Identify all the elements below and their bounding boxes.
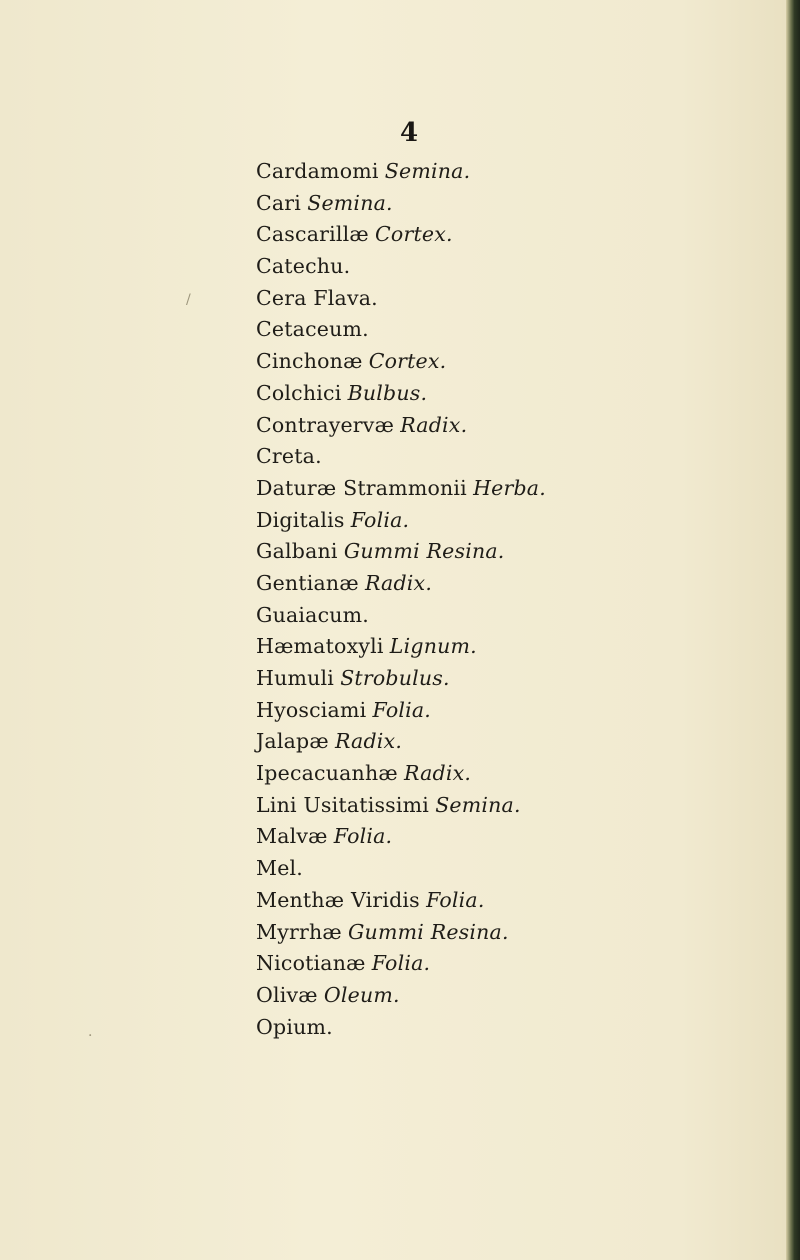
entry-name: Daturæ Strammonii (256, 475, 467, 500)
list-item (256, 980, 546, 1012)
entry-name: Creta. (256, 444, 322, 469)
entry-name: Gentianæ (256, 570, 359, 595)
entry-name: Humuli (256, 666, 335, 690)
list-item (256, 219, 546, 251)
entry-part: Strobulus. (340, 666, 450, 690)
entry-part: Herba. (473, 475, 546, 500)
list-item (256, 346, 546, 378)
entry-part: Gummi Resina. (347, 919, 509, 944)
entry-name: Mel. (256, 856, 303, 881)
list-item (256, 758, 546, 790)
entry-part: Radix. (403, 761, 472, 786)
list-item (256, 695, 546, 727)
entry-name: Lini Usitatissimi (256, 792, 430, 817)
list-item (256, 568, 546, 600)
entry-part: Folia. (372, 697, 432, 722)
list-item (256, 790, 546, 822)
list-item (256, 853, 546, 885)
entry-name: Cardamomi (256, 159, 379, 183)
entry-name: Cetaceum. (256, 317, 369, 342)
entry-name: Galbani (256, 539, 338, 564)
entry-part: Cortex. (368, 349, 447, 374)
list-item (256, 917, 546, 949)
entry-part: Radix. (334, 729, 403, 754)
entry-name: Cascarillæ (256, 222, 369, 247)
list-item (256, 251, 546, 283)
entry-part: Semina. (435, 792, 521, 817)
entry-part: Radix. (400, 412, 468, 437)
entry-name: Guaiacum. (256, 602, 370, 627)
entry-part: Semina. (307, 190, 393, 215)
entry-name: Opium. (256, 1014, 333, 1039)
entry-name: Contrayervæ (256, 412, 395, 437)
entry-part: Folia. (333, 824, 393, 849)
entry-part: Semina. (384, 159, 471, 183)
entry-part: Folia. (350, 507, 410, 532)
list-item (256, 441, 546, 473)
list-item (256, 726, 546, 758)
list-item (256, 821, 546, 853)
entry-name: Colchici (256, 380, 342, 405)
list-item (256, 188, 546, 220)
entry-name: Jalapæ (256, 729, 329, 754)
entry-name: Olivæ (256, 982, 318, 1007)
entry-name: Catechu. (256, 254, 351, 279)
list-item (256, 505, 546, 537)
list-item (256, 473, 546, 505)
list-item (256, 1012, 546, 1044)
list-item (256, 314, 546, 346)
entry-name: Malvæ (256, 824, 328, 849)
paper-mark: · (88, 1028, 93, 1044)
page-number: 4 (399, 118, 419, 148)
entry-part: Bulbus. (347, 380, 428, 405)
entry-name: Menthæ Viridis (256, 887, 420, 912)
page-edge (786, 0, 800, 1260)
entry-name: Cari (256, 190, 302, 215)
entry-part: Folia. (426, 887, 485, 912)
entry-part: Oleum. (323, 982, 400, 1007)
entry-part: Cortex. (375, 222, 453, 247)
list-item (256, 600, 546, 632)
entry-name: Nicotianæ (256, 951, 366, 976)
list-item (256, 948, 546, 980)
list-item (256, 283, 546, 315)
entry-part: Lignum. (389, 634, 477, 659)
entry-name: Ipecacuanhæ (256, 761, 398, 786)
entry-name: Cinchonæ (256, 349, 363, 374)
entry-part: Folia. (371, 951, 431, 976)
list-item (256, 156, 546, 188)
list-item (256, 410, 546, 442)
materia-medica-list (256, 156, 546, 1043)
entry-name: Cera Flava. (256, 285, 378, 310)
paper-mark: / (186, 292, 191, 308)
entry-name: Myrrhæ (256, 919, 342, 944)
entry-name: Hyosciami (256, 697, 367, 722)
entry-name: Hæmatoxyli (256, 634, 384, 659)
list-item (256, 663, 546, 695)
list-item (256, 631, 546, 663)
list-item (256, 378, 546, 410)
list-item (256, 536, 546, 568)
list-item (256, 885, 546, 917)
entry-part: Radix. (364, 570, 433, 595)
entry-name: Digitalis (256, 507, 345, 532)
entry-part: Gummi Resina. (343, 539, 505, 564)
